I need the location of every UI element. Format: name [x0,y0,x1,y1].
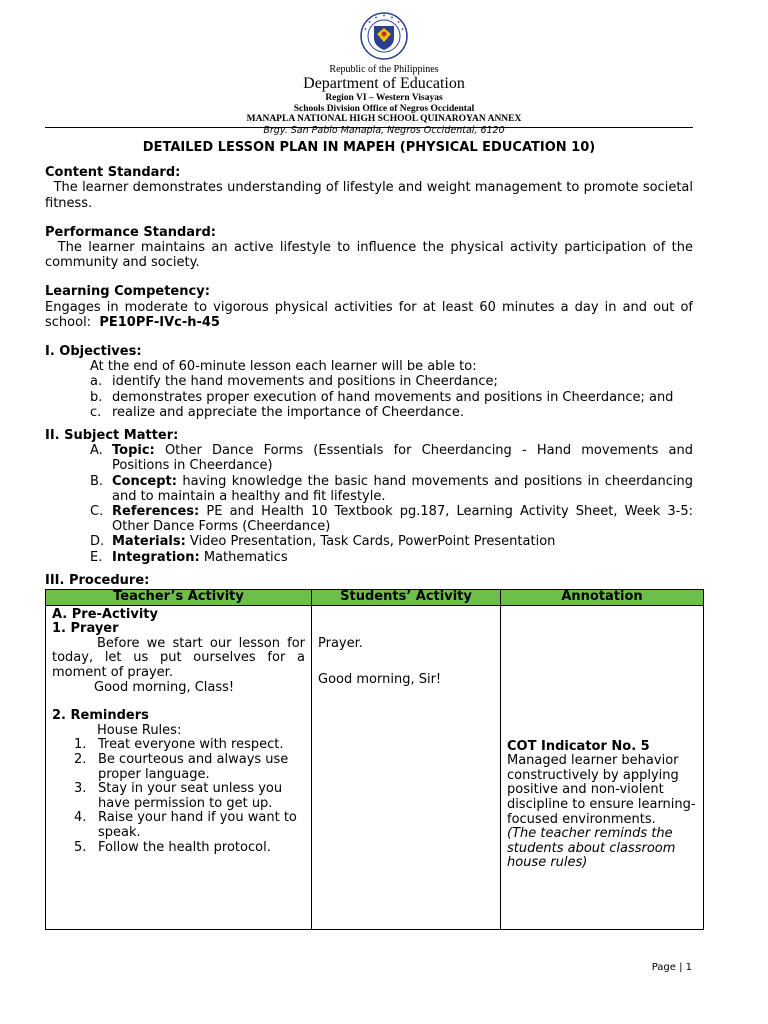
subject-matter-heading: II. Subject Matter: [45,428,179,444]
house-rule-item: 4. Raise your hand if you want to speak. [74,810,297,840]
procedure-table [45,589,704,930]
division-line: Schools Division Office of Negros Occidental [293,103,475,114]
house-rule-item: 3. Stay in your seat unless you have permission to get up. [74,781,283,811]
document-title: DETAILED LESSON PLAN IN MAPEH (PHYSICAL EDUCATION 10) [142,140,596,155]
reminders-heading: 2. Reminders [52,708,149,724]
deped-seal-icon [360,12,408,60]
page-number: Page | 1 [651,962,692,973]
content-standard-heading: Content Standard: [45,165,181,181]
students-activity-cell [312,605,501,929]
objective-item: a. identify the hand movements and positions in Cheerdance; [90,374,498,390]
header-divider [45,127,693,128]
prayer-text: Before we start our lesson for today, let us put ourselves for a moment of prayer. [52,635,305,680]
teacher-greeting: Good morning, Class! [94,679,235,695]
annotation-text: Managed learner behavior constructively by applying positive and non-violent discipline to ensure learning-focused environments. [507,753,696,827]
performance-standard-text: The learner maintains an active lifestyle to influence the physical activity participation of the community and society. [45,240,694,271]
procedure-heading: III. Procedure: [45,572,150,588]
subject-matter-item: B. Concept: having knowledge the basic hand movements and positions in cheerdancing and to maintain a healthy and fit lifestyle. [90,473,693,504]
subject-matter-item: A. Topic: Other Dance Forms (Essentials for Cheerdancing - Hand movements and Positions in Cheerdance) [90,443,693,474]
lesson-plan-body [45,140,693,588]
school-address: Brgy. San Pablo Manapla, Negros Occidental, 6120 [263,124,505,136]
house-rule-item: 2. Be courteous and always use proper language. [74,751,289,782]
objectives-heading: I. Objectives: [45,344,142,360]
teacher-activity-cell [46,605,312,929]
performance-standard-heading: Performance Standard: [45,224,216,240]
prayer-heading: 1. Prayer [52,621,119,637]
house-rule-item: 5. Follow the health protocol. [74,839,271,855]
objective-item: b. demonstrates proper execution of hand movements and positions in Cheerdance; and [90,389,674,405]
annotation-cell [501,605,704,929]
column-header-students: Students’ Activity [312,590,501,606]
pre-activity-heading: A. Pre-Activity [52,606,158,622]
subject-matter-item: C. References: PE and Health 10 Textbook pg.187, Learning Activity Sheet, Week 3-5: Other Dance Forms (Cheerdance) [90,504,694,535]
republic-line: Republic of the Philippines [329,64,439,75]
competency-code: PE10PF-IVc-h-45 [99,314,220,330]
student-greeting: Good morning, Sir! [318,672,442,688]
column-header-annotation: Annotation [501,590,704,606]
student-prayer: Prayer. [318,635,363,651]
house-rules-label: House Rules: [97,722,182,738]
cot-indicator: COT Indicator No. 5 [507,738,650,754]
objectives-intro: At the end of 60-minute lesson each learner will be able to: [90,359,477,375]
learning-competency-heading: Learning Competency: [45,284,210,300]
school-name: MANAPLA NATIONAL HIGH SCHOOL QUINAROYAN ANNEX [246,114,522,124]
department-name: Department of Education [303,75,465,92]
letterhead [0,12,768,137]
column-header-teacher: Teacher’s Activity [46,590,312,606]
annotation-note: (The teacher reminds the students about classroom house rules) [507,826,676,871]
subject-matter-item: E. Integration: Mathematics [90,549,288,565]
subject-matter-item: D. Materials: Video Presentation, Task Cards, PowerPoint Presentation [90,534,556,550]
content-standard-text: The learner demonstrates understanding of lifestyle and weight management to promote societal fitness. [45,180,693,211]
objective-item: c. realize and appreciate the importance of Cheerdance. [90,404,464,420]
house-rule-item: 1. Treat everyone with respect. [74,737,284,753]
learning-competency-text: Engages in moderate to vigorous physical activities for at least 60 minutes a day in and out of school: PE10PF-IVc-h-45 [45,299,693,330]
region-line: Region VI – Western Visayas [325,93,443,103]
